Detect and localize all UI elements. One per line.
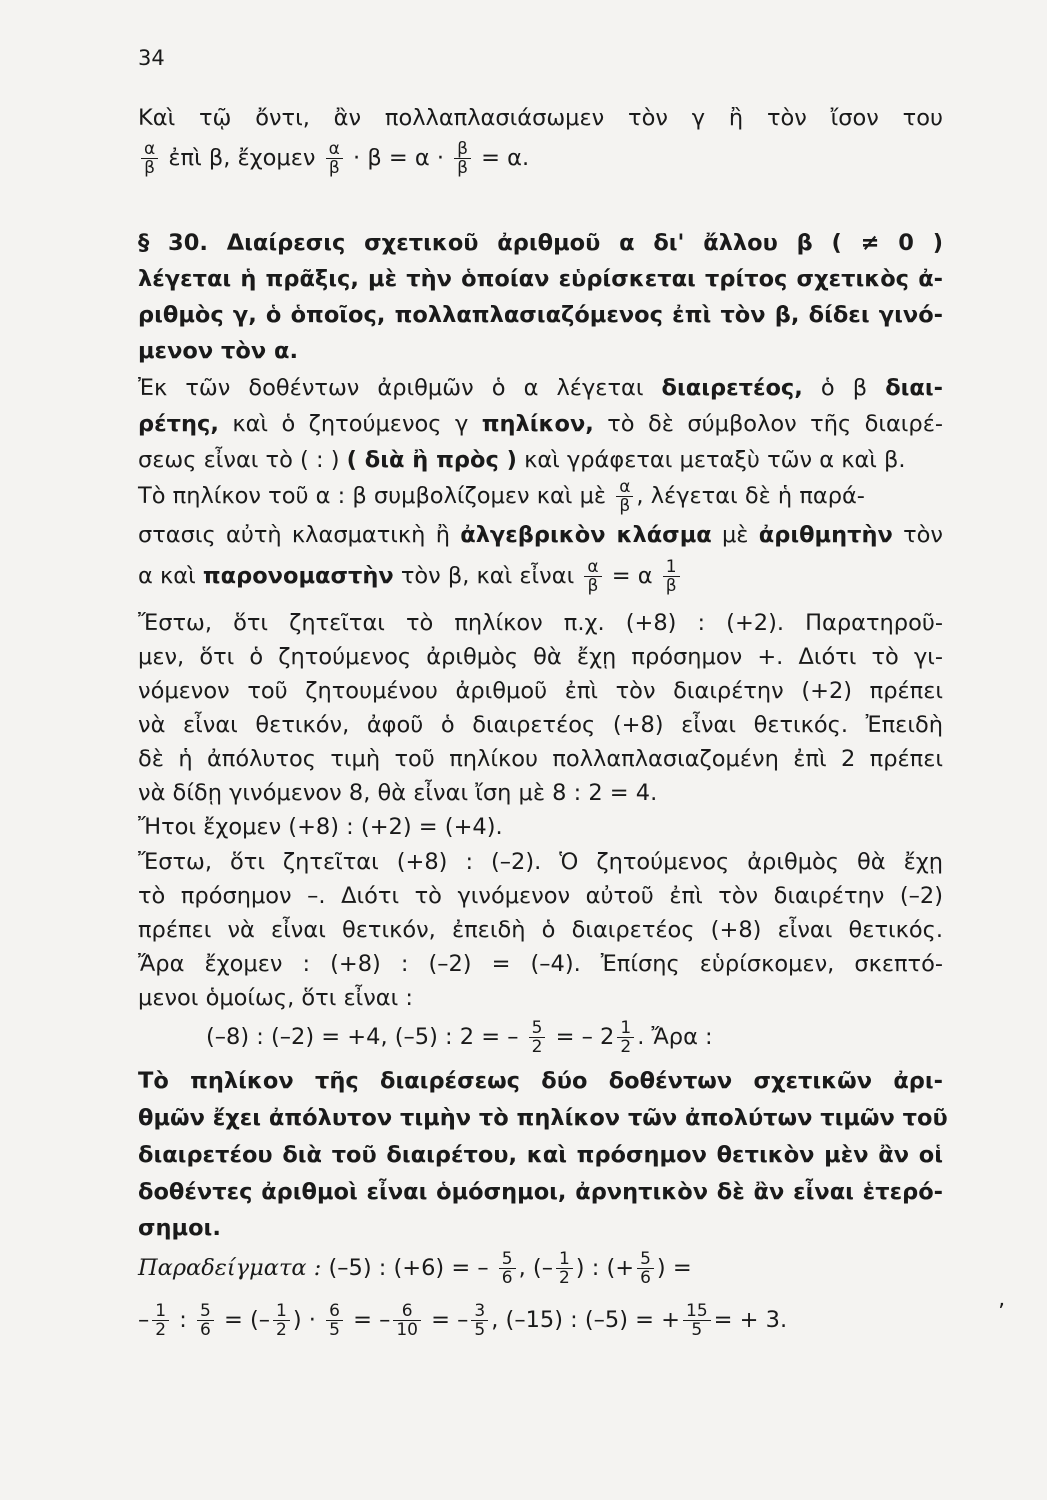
text-line: Ἤτοι ἔχομεν (+8) : (+2) = (+4). (138, 814, 503, 840)
text-line: λέγεται ἡ πρᾶξις, μὲ τὴν ὁποίαν εὑρίσκεται τρίτος σχετικὸς ἀ- (138, 266, 943, 292)
rule-statement: Τὸ πηλίκον τῆς διαιρέσεως δύο δοθέντων σχετικῶν ἀρι- (138, 1068, 943, 1094)
text-line: μεν, ὅτι ὁ ζητούμενος ἀριθμὸς θὰ ἔχῃ πρόσημον +. Διότι τὸ γι- (138, 644, 943, 670)
fraction: $\frac{\alpha}{\beta}$ (616, 478, 633, 515)
text-line: ρέτης, καὶ ὁ ζητούμενος γ πηλίκον, τὸ δὲ σύμβολον τῆς διαιρέ- (138, 411, 943, 437)
fraction: $\frac{\alpha}{\beta}$ (141, 140, 158, 177)
text-line: ριθμὸς γ, ὁ ὁποῖος, πολλαπλασιαζόμενος ἐπὶ τὸν β, δίδει γινό- (138, 302, 943, 328)
text-line: μενοι ὁμοίως, ὅτι εἶναι : (138, 985, 413, 1011)
text-line: Καὶ τῷ ὄντι, ἂν πολλαπλασιάσωμεν τὸν γ ἢ τὸν ἴσον του (138, 105, 943, 131)
text-line: Ἐκ τῶν δοθέντων ἀριθμῶν ὁ α λέγεται διαιρετέος, ὁ β διαι- (138, 375, 943, 401)
fraction: $\frac{5}{6}$ (637, 1250, 654, 1287)
text-line: μενον τὸν α. (138, 338, 299, 364)
equation-line: (–8) : (–2) = +4, (–5) : 2 = – $\frac{5}{2}$ = – 2 $\frac{1}{2}$ . Ἄρα : (206, 1018, 713, 1057)
fraction: $\frac{1}{\beta}$ (663, 558, 680, 595)
fraction: $\frac{1}{2}$ (556, 1250, 573, 1287)
text-line: α καὶ παρονομαστὴν τὸν β, καὶ εἶναι $\frac{\alpha}{\beta}$ = α $\frac{1}{\beta}$ (138, 558, 943, 595)
fraction: $\frac{\alpha}{\beta}$ (584, 558, 601, 595)
fraction: $\frac{1}{2}$ (152, 1302, 169, 1339)
text-line: νόμενον τοῦ ζητουμένου ἀριθμοῦ ἐπὶ τὸν διαιρέτην (+2) πρέπει (138, 678, 943, 704)
text-line: σεως εἶναι τὸ ( : ) ( διὰ ἢ πρὸς ) καὶ γράφεται μεταξὺ τῶν α καὶ β. (138, 447, 906, 473)
fraction: $\frac{5}{6}$ (499, 1250, 516, 1287)
fraction: $\frac{\beta}{\beta}$ (454, 140, 471, 177)
examples-line: Παραδείγματα : (–5) : (+6) = – $\frac{5}{6}$ , (– $\frac{1}{2}$ ) : (+ $\frac{5}{6}$ ) = (138, 1249, 692, 1288)
text-line: δὲ ἡ ἀπόλυτος τιμὴ τοῦ πηλίκου πολλαπλασιαζομένη ἐπὶ 2 πρέπει (138, 746, 943, 772)
text-line: Ἔστω, ὅτι ζητεῖται (+8) : (–2). Ὁ ζητούμενος ἀριθμὸς θὰ ἔχῃ (138, 849, 943, 875)
section-heading: § 30. Διαίρεσις σχετικοῦ ἀριθμοῦ α δι' ἄλλου β ( ≠ 0 ) (138, 230, 943, 256)
text-run: = α. (481, 145, 530, 171)
rule-statement: δοθέντες ἀριθμοὶ εἶναι ὁμόσημοι, ἀρνητικὸν δὲ ἂν εἶναι ἑτερό- (138, 1179, 943, 1205)
stray-mark: ʼ (998, 1300, 1005, 1325)
fraction: $\frac{1}{2}$ (273, 1302, 290, 1339)
fraction: $\frac{6}{5}$ (326, 1302, 343, 1339)
examples-label: Παραδείγματα : (138, 1255, 322, 1281)
fraction: $\frac{15}{5}$ (683, 1302, 711, 1339)
text-line: νὰ δίδῃ γινόμενον 8, θὰ εἶναι ἴση μὲ 8 : 2 = 4. (138, 780, 658, 806)
fraction: $\frac{3}{5}$ (471, 1302, 488, 1339)
text-line: τὸ πρόσημον –. Διότι τὸ γινόμενον αὐτοῦ ἐπὶ τὸν διαιρέτην (–2) (138, 883, 943, 909)
text-line: Ἄρα ἔχομεν : (+8) : (–2) = (–4). Ἐπίσης εὑρίσκομεν, σκεπτό- (138, 951, 943, 977)
rule-statement: θμῶν ἔχει ἀπόλυτον τιμὴν τὸ πηλίκον τῶν ἀπολύτων τιμῶν τοῦ (138, 1105, 948, 1131)
text-run: ἐπὶ β, ἔχομεν (168, 145, 316, 171)
text-line: νὰ εἶναι θετικόν, ἀφοῦ ὁ διαιρετέος (+8) εἶναι θετικός. Ἐπειδὴ (138, 712, 943, 738)
fraction: $\frac{1}{2}$ (617, 1019, 634, 1056)
rule-statement: σημοι. (138, 1215, 221, 1241)
text-line: πρέπει νὰ εἶναι θετικόν, ἐπειδὴ ὁ διαιρετέος (+8) εἶναι θετικός. (138, 917, 943, 943)
fraction: $\frac{5}{6}$ (197, 1302, 214, 1339)
text-run: · β = α · (353, 145, 444, 171)
fraction: $\frac{\alpha}{\beta}$ (326, 140, 343, 177)
page-number: 34 (138, 46, 165, 70)
text-line: στασις αὐτὴ κλασματικὴ ἢ ἀλγεβρικὸν κλάσμα μὲ ἀριθμητὴν τὸν (138, 522, 943, 548)
equation-line (138, 140, 943, 177)
examples-line: – $\frac{1}{2}$ : $\frac{5}{6}$ = (– $\frac{1}{2}$ ) · $\frac{6}{5}$ = – $\frac{6}{10}$ = – $\frac{3}{5}$ , (–15) : (–5) = + $\frac{15}{5}$ = + 3. (138, 1301, 788, 1340)
text-line: Ἔστω, ὅτι ζητεῖται τὸ πηλίκον π.χ. (+8) : (+2). Παρατηροῦ- (138, 610, 943, 636)
fraction: $\frac{6}{10}$ (393, 1302, 421, 1339)
fraction: $\frac{5}{2}$ (529, 1019, 546, 1056)
text-line: Τὸ πηλίκον τοῦ α : β συμβολίζομεν καὶ μὲ $\frac{\alpha}{\beta}$ , λέγεται δὲ ἡ παρά- (138, 477, 865, 516)
rule-statement: διαιρετέου διὰ τοῦ διαιρέτου, καὶ πρόσημον θετικὸν μὲν ἂν οἱ (138, 1142, 943, 1168)
